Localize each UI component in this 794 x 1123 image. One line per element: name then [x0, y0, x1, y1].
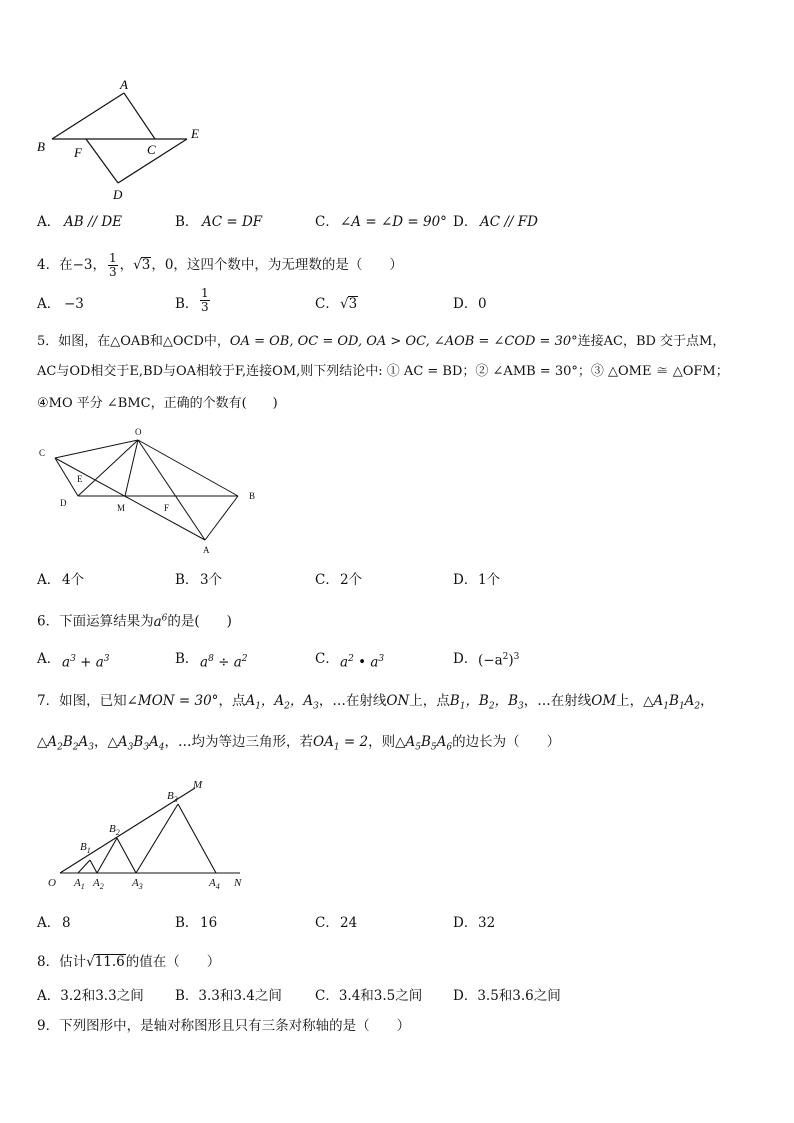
q5-option-c-label: C．: [315, 572, 339, 588]
q3-option-a-label: A．: [37, 214, 61, 230]
q4-option-d[interactable]: 0: [478, 296, 487, 312]
q6-option-a-label: A．: [37, 651, 61, 667]
q7-line2-a: ，…均为等边三角形，若: [164, 734, 314, 750]
q4-fraction-denominator: 3: [109, 265, 117, 279]
q8-sqrt-value: 11.6: [94, 954, 125, 970]
q3-option-b-label: B．: [175, 214, 199, 230]
q4-option-c-value: 3: [348, 296, 358, 312]
q5-option-b[interactable]: 3个: [200, 572, 223, 588]
q7-given: $OA_1 = 2$: [313, 734, 369, 753]
q3-option-c-label: C．: [315, 214, 339, 230]
point-label-b: B: [37, 139, 45, 154]
q6-option-b[interactable]: $a^8 \div a^2$: [200, 654, 248, 671]
q4-option-a-label: A．: [37, 296, 61, 312]
q3-option-d[interactable]: AC // FD: [480, 214, 538, 230]
q7-option-d[interactable]: 32: [478, 915, 496, 931]
sqrt-symbol-icon: √: [133, 257, 142, 273]
q5-stem-line3: ④MO 平分 ∠BMC，正确的个数有( ): [37, 396, 278, 411]
q7-line1-a: 7．如图，已知: [37, 693, 127, 709]
q7-angle: ∠MON = 30°: [126, 693, 219, 709]
q4-fraction-numerator: 1: [109, 251, 117, 265]
q5-line1-b: OA = OB, OC = OD, OA > OC, ∠AOB = ∠COD = 30°: [229, 334, 578, 349]
q7-line2-c: 的边长为（ ）: [452, 734, 561, 750]
point-label-a: A: [120, 77, 128, 92]
q7-triangle-1: $\triangle A_1B_1A_2$: [643, 693, 701, 712]
q7-stem-line1: 7．如图，已知∠MON = 30°，点$A_1$，$A_2$，$A_3$，…在射线ON上，点$B_1$，$B_2$，$B_3$，…在射线OM上，$\triangle A_1B_1A_2$，: [37, 693, 714, 712]
fig7-label-a4: $A_4$: [209, 877, 220, 891]
q7-ray-on: ON: [386, 693, 410, 709]
q4-option-b-numerator: 1: [201, 286, 209, 300]
q6-option-d-label: D．: [453, 651, 478, 667]
q7-option-c[interactable]: 24: [340, 915, 358, 931]
q4-stem-part3: ，0，这四个数中，为无理数的是（ ）: [151, 257, 403, 273]
q5-option-d-label: D．: [453, 572, 478, 588]
q8-stem: [37, 953, 220, 971]
q4-option-b-label: B．: [175, 296, 199, 312]
q7-target-triangle: $\triangle A_5B_5A_6$: [395, 734, 453, 753]
sqrt-symbol-icon: √: [340, 296, 349, 312]
q7-option-b-label: B．: [175, 915, 199, 931]
q4-sqrt-value: 3: [141, 257, 151, 273]
q3-option-a[interactable]: AB // DE: [64, 214, 123, 230]
q7-line1-f: ，…在射线: [523, 693, 592, 709]
fig7-label-n: N: [234, 877, 242, 889]
q4-stem-part2: ，: [119, 257, 134, 273]
fig5-label-o: O: [135, 427, 142, 437]
q8-option-a[interactable]: A．3.2和3.3之间: [37, 988, 144, 1004]
q7-line1-e: 上，点: [409, 693, 450, 709]
q6-option-b-label: B．: [175, 651, 199, 667]
q6-stem-a: 6．下面运算结果为: [37, 613, 154, 630]
q6-stem-b: 的是( ): [167, 613, 232, 630]
q7-option-b[interactable]: 16: [200, 915, 218, 931]
q5-stem-line2: AC与OD相交于E,BD与OA相较于F,连接OM,则下列结论中: ① AC = BD；② ∠AMB = 30°；③ △OME ≅ △OFM；: [37, 364, 729, 379]
q5-option-b-label: B．: [175, 572, 199, 588]
fig7-label-o: O: [48, 877, 56, 889]
q4-stem-part1: 4．在−3，: [37, 257, 106, 273]
q5-option-d[interactable]: 1个: [478, 572, 501, 588]
q8-stem-b: 的值在（ ）: [125, 954, 221, 970]
q4-option-d-label: D．: [453, 296, 478, 312]
q7-triangle-2: $\triangle A_2B_2A_3$: [37, 734, 95, 753]
q7-points-a: $A_1$，$A_2$，$A_3$: [245, 693, 319, 712]
fig5-label-m: M: [117, 503, 126, 513]
q3-option-c[interactable]: ∠A = ∠D = 90°: [340, 214, 447, 230]
fig7-label-a1: $A_1$: [74, 877, 85, 891]
q8-option-b[interactable]: B．3.3和3.4之间: [175, 988, 282, 1004]
q7-line1-g: 上，: [616, 693, 644, 709]
fig7-label-b2: $B_2$: [109, 823, 120, 837]
point-label-d: D: [113, 187, 123, 202]
q8-option-d[interactable]: D．3.5和3.6之间: [453, 988, 561, 1004]
fig7-label-m: M: [193, 779, 203, 791]
point-label-c: C: [147, 142, 156, 157]
q7-option-a-label: A．: [37, 915, 61, 931]
fig7-label-b3: $B_3$: [167, 790, 178, 804]
q7-option-a[interactable]: 8: [62, 915, 71, 931]
fig7-label-b1: $B_1$: [80, 841, 91, 855]
q7-option-c-label: C．: [315, 915, 339, 931]
fig5-label-b: B: [249, 491, 256, 501]
q5-option-a[interactable]: 4个: [62, 572, 85, 588]
fig7-label-a2: $A_2$: [93, 877, 104, 891]
fig7-label-a3: $A_3$: [132, 877, 143, 891]
q8-option-c[interactable]: C．3.4和3.5之间: [315, 988, 423, 1004]
q5-line1-a: 5．如图，在△OAB和△OCD中，: [37, 334, 230, 349]
q4-option-a[interactable]: −3: [64, 296, 84, 312]
point-label-f: F: [74, 145, 82, 160]
q5-option-c[interactable]: 2个: [340, 572, 363, 588]
q6-option-d[interactable]: $(-a^2)^3$: [478, 652, 520, 669]
sqrt-symbol-icon: √: [86, 954, 95, 970]
fig5-label-e: E: [77, 474, 83, 484]
q7-stem-line2: $\triangle A_2B_2A_3$，$\triangle A_3B_3A_4$，…均为等边三角形，若$OA_1 = 2$，则$\triangle A_5B_5A_6$的边长为（ ）: [37, 734, 561, 753]
q6-option-c-label: C．: [315, 651, 339, 667]
q7-line1-d: ，…在射线: [318, 693, 387, 709]
q8-stem-a: 8．估计: [37, 954, 87, 970]
fig5-label-d: D: [60, 498, 67, 508]
q3-option-d-label: D．: [453, 214, 478, 230]
q7-option-d-label: D．: [453, 915, 478, 931]
q4-option-c-label: C．: [315, 296, 339, 312]
q7-line1-c: ，点: [218, 693, 246, 709]
q7-points-b: $B_1$，$B_2$，$B_3$: [449, 693, 524, 712]
q6-expression: $a^6$: [153, 613, 168, 630]
q6-option-c[interactable]: $a^2$ • $a^3$: [340, 654, 385, 671]
q7-triangle-3: $\triangle A_3B_3A_4$: [107, 734, 165, 753]
q3-option-b[interactable]: AC = DF: [202, 214, 263, 230]
q9-stem: 9．下列图形中，是轴对称图形且只有三条对称轴的是（ ）: [37, 1018, 411, 1034]
fig5-label-c: C: [39, 448, 46, 458]
fig5-label-a: A: [203, 545, 210, 555]
q5-line1-c: 连接AC，BD 交于点M，: [577, 334, 726, 349]
q7-line2-b: ，则: [368, 734, 396, 750]
point-label-e: E: [191, 126, 199, 141]
q5-option-a-label: A．: [37, 572, 61, 588]
q4-option-b-denominator: 3: [201, 300, 209, 314]
fig5-label-f: F: [164, 503, 170, 513]
q6-option-a[interactable]: $a^3 + a^3$: [62, 654, 110, 671]
q7-ray-om: OM: [591, 693, 617, 709]
